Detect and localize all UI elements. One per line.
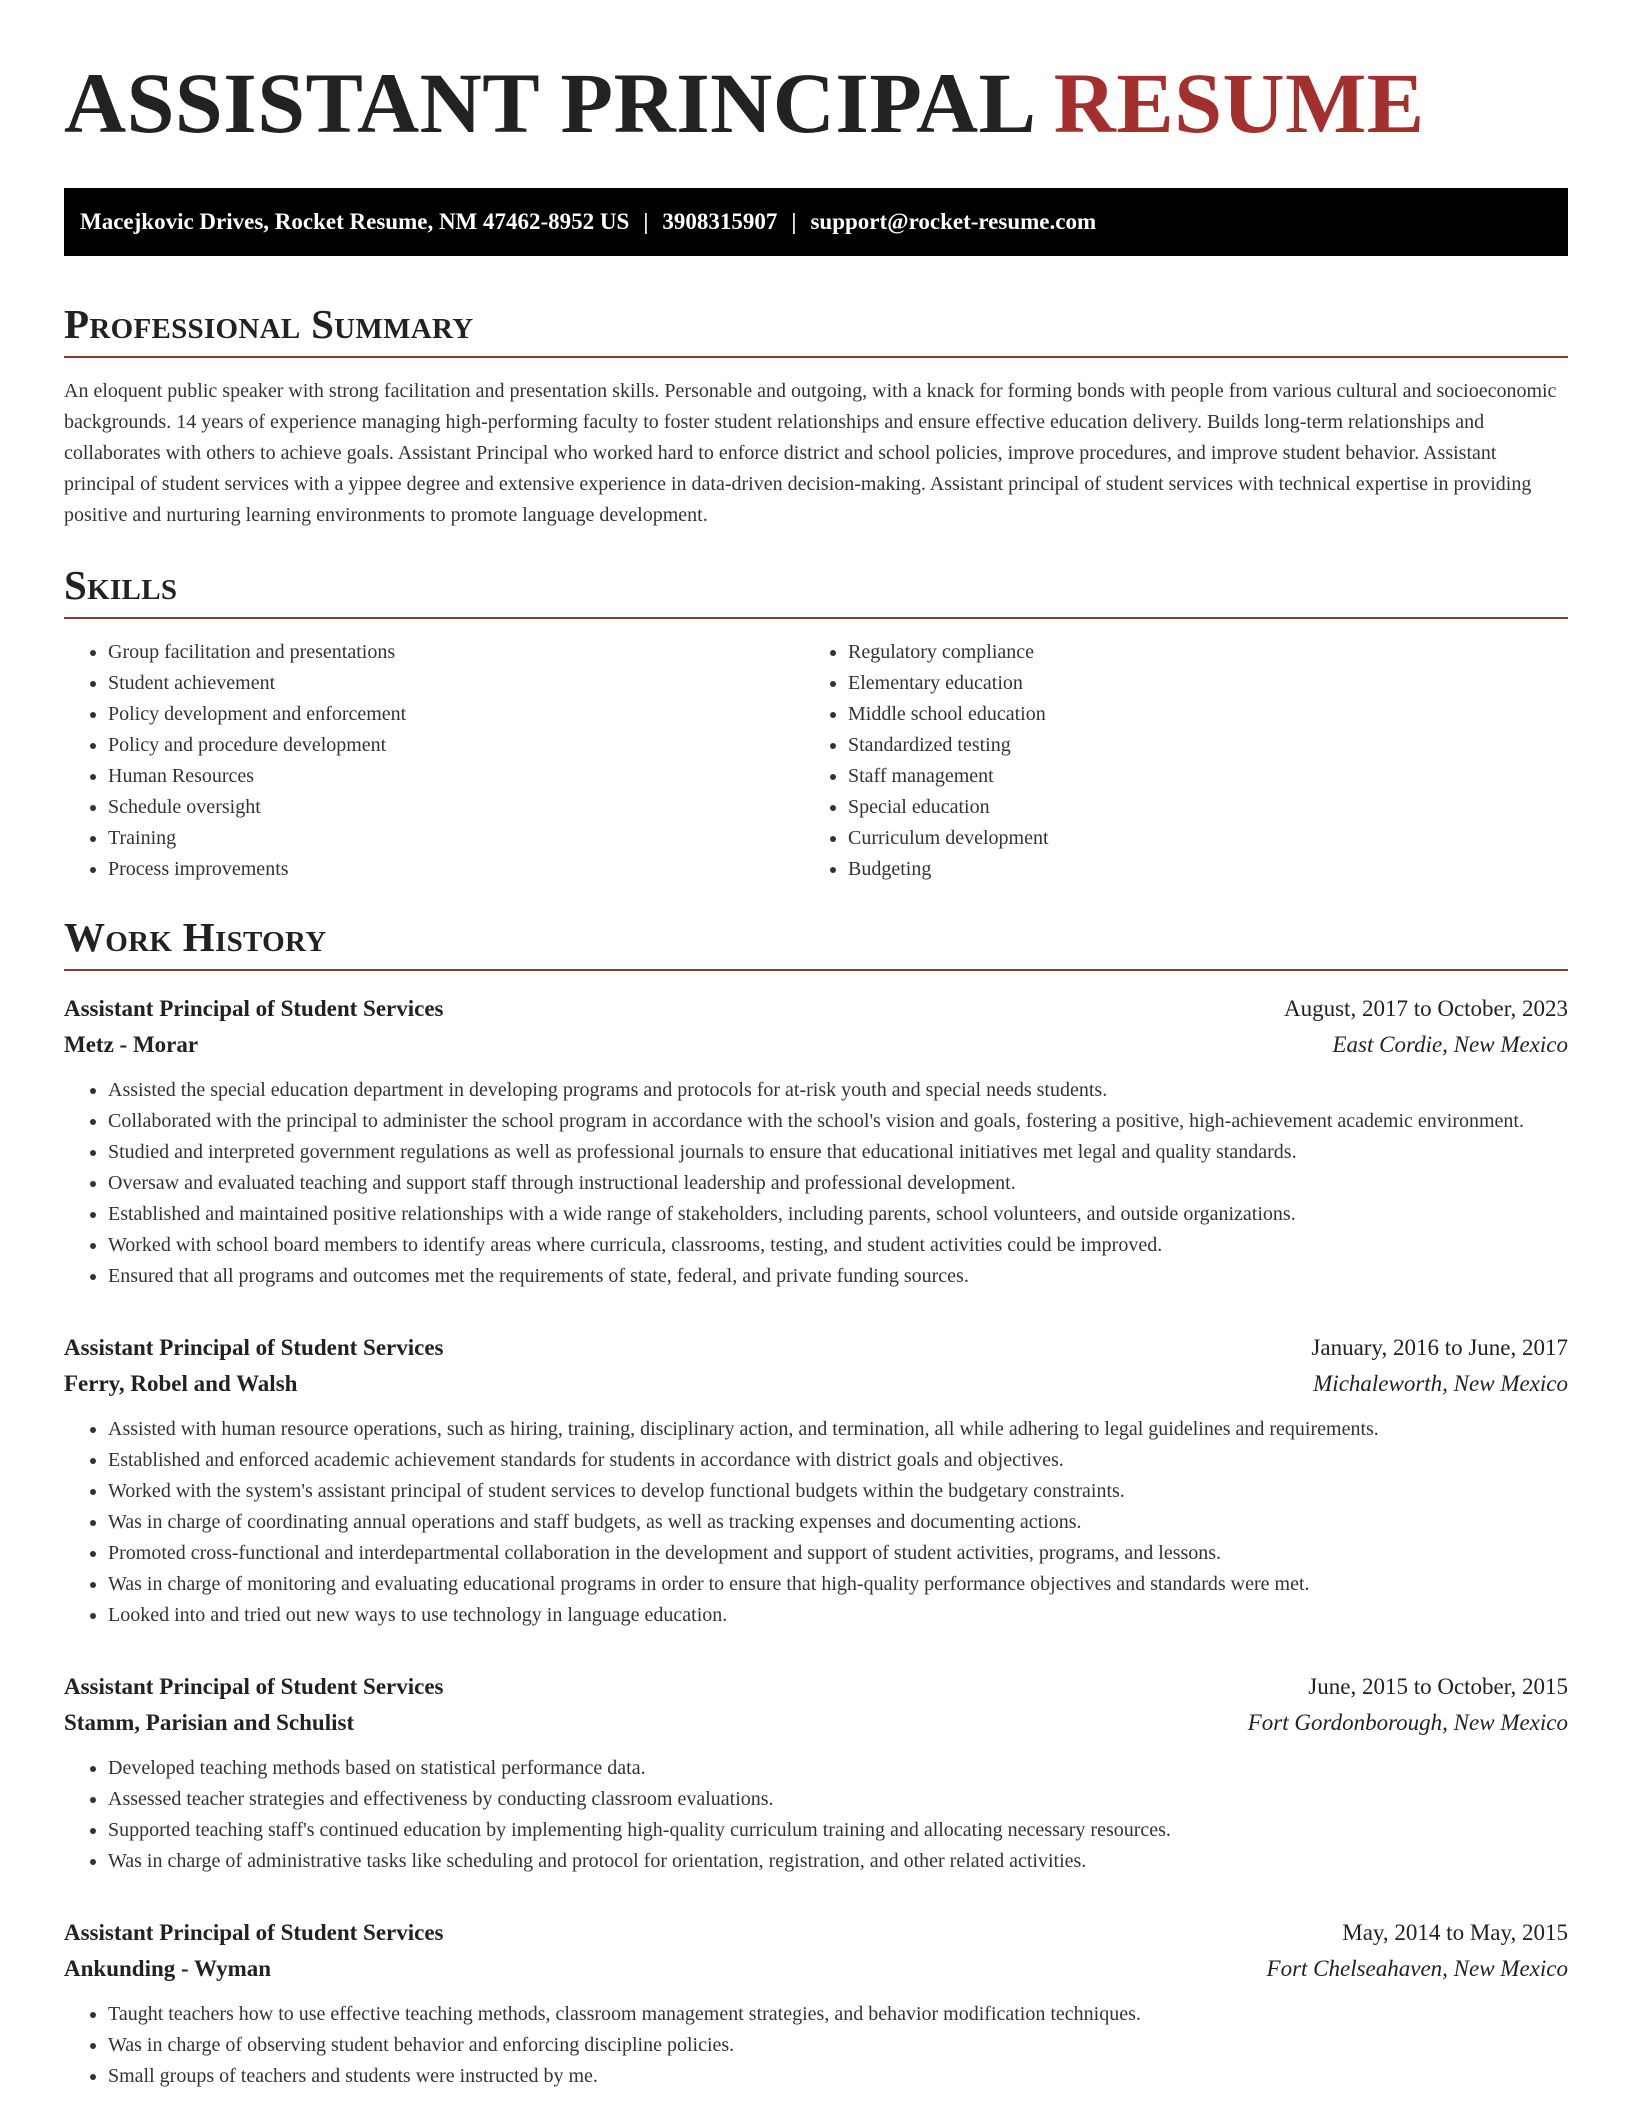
skill-item: • Regulatory compliance (848, 637, 1544, 668)
title-accent: RESUME (1053, 55, 1425, 151)
job-dates: June, 2015 to October, 2015 (1308, 1674, 1568, 1699)
skills-list-right (804, 637, 1544, 885)
title-main: ASSISTANT PRINCIPAL (64, 55, 1032, 151)
job-header-row (64, 1669, 1568, 1705)
job-dates: August, 2017 to October, 2023 (1284, 996, 1568, 1021)
job-company-row (64, 1027, 1568, 1063)
contact-address: Macejkovic Drives, Rocket Resume, NM 47462-8952 US (80, 209, 630, 234)
summary-heading: Professional Summary (64, 300, 1568, 358)
summary-section (64, 300, 1568, 531)
job-duty-item: • Taught teachers how to use effective teaching methods, classroom management strategies, and behavior modification techniques. (108, 1999, 1568, 2030)
job-duty-item: • Assisted with human resource operations, such as hiring, training, disciplinary action, and termination, all while adhering to legal guidelines and requirements. (108, 1414, 1568, 1445)
job-duties-list (64, 1414, 1568, 1631)
skill-item: • Staff management (848, 761, 1544, 792)
job-duty-item: • Promoted cross-functional and interdepartmental collaboration in the development and support of student activities, programs, and lessons. (108, 1538, 1568, 1569)
skill-item: • Standardized testing (848, 730, 1544, 761)
job-duty-item: • Studied and interpreted government regulations as well as professional journals to ensure that educational initiatives met legal and quality standards. (108, 1137, 1568, 1168)
summary-text: An eloquent public speaker with strong facilitation and presentation skills. Personable and outgoing, with a knack for forming bonds with people from various cultural and socioeconomic backgrounds. 14 years of experience managing high-performing faculty to foster student relationships and ensure effective education delivery. Builds long-term relationships and collaborates with others to achieve goals. Assistant Principal who worked hard to enforce district and school policies, improve procedures, and improve student behavior. Assistant principal of student services with a yippee degree and extensive experience in data-driven decision-making. Assistant principal of student services with technical expertise in providing positive and nurturing learning environments to promote language development. (64, 380, 1557, 526)
contact-bar (64, 188, 1568, 256)
skill-item: • Policy development and enforcement (108, 699, 804, 730)
job-duty-item: • Was in charge of coordinating annual operations and staff budgets, as well as tracking expenses and documenting actions. (108, 1507, 1568, 1538)
job-company: Metz - Morar (64, 1032, 199, 1057)
job-duty-item: • Collaborated with the principal to administer the school program in accordance with the school's vision and goals, fostering a positive, high-achievement academic environment. (108, 1106, 1568, 1137)
contact-phone: 3908315907 (662, 209, 778, 234)
job-entry (64, 1330, 1568, 1631)
job-duty-item: • Established and maintained positive relationships with a wide range of stakeholders, including parents, school volunteers, and outside organizations. (108, 1199, 1568, 1230)
job-duty-item: • Supported teaching staff's continued education by implementing high-quality curriculum training and allocating necessary resources. (108, 1815, 1568, 1846)
skill-item: • Training (108, 823, 804, 854)
skills-list-left (64, 637, 804, 885)
skill-item: • Schedule oversight (108, 792, 804, 823)
skill-item: • Curriculum development (848, 823, 1544, 854)
job-entry (64, 991, 1568, 1292)
skill-item: • Policy and procedure development (108, 730, 804, 761)
job-duty-item: • Worked with school board members to identify areas where curricula, classrooms, testing, and student activities could be improved. (108, 1230, 1568, 1261)
job-duty-item: • Developed teaching methods based on statistical performance data. (108, 1753, 1568, 1784)
job-entry (64, 1669, 1568, 1877)
contact-separator: | (791, 209, 797, 234)
job-duty-item: • Assisted the special education department in developing programs and protocols for at-risk youth and special needs students. (108, 1075, 1568, 1106)
skill-item: • Middle school education (848, 699, 1544, 730)
job-duty-item: • Worked with the system's assistant principal of student services to develop functional budgets within the budgetary constraints. (108, 1476, 1568, 1507)
skills-columns (64, 637, 1568, 885)
job-title: Assistant Principal of Student Services (64, 1335, 444, 1360)
job-duty-item: • Ensured that all programs and outcomes met the requirements of state, federal, and private funding sources. (108, 1261, 1568, 1292)
work-history-heading: Work History (64, 913, 1568, 971)
contact-separator: | (643, 209, 649, 234)
resume-title (64, 55, 1568, 151)
job-list (64, 991, 1568, 2092)
job-duty-item: • Small groups of teachers and students were instructed by me. (108, 2061, 1568, 2092)
job-entry (64, 1915, 1568, 2092)
contact-email[interactable]: support@rocket-resume.com (810, 209, 1097, 234)
job-duty-item: • Was in charge of observing student behavior and enforcing discipline policies. (108, 2030, 1568, 2061)
job-duties-list (64, 1075, 1568, 1292)
job-company-row (64, 1705, 1568, 1741)
job-header-row (64, 1915, 1568, 1951)
job-location: Fort Gordonborough, New Mexico (1247, 1710, 1568, 1735)
skill-item: • Special education (848, 792, 1544, 823)
job-duties-list (64, 1753, 1568, 1877)
job-location: Michaleworth, New Mexico (1313, 1371, 1568, 1396)
job-header-row (64, 1330, 1568, 1366)
job-dates: May, 2014 to May, 2015 (1342, 1920, 1568, 1945)
skill-item: • Elementary education (848, 668, 1544, 699)
skill-item: • Human Resources (108, 761, 804, 792)
job-duty-item: • Assessed teacher strategies and effectiveness by conducting classroom evaluations. (108, 1784, 1568, 1815)
skills-heading: Skills (64, 561, 1568, 619)
job-duty-item: • Oversaw and evaluated teaching and support staff through instructional leadership and professional development. (108, 1168, 1568, 1199)
resume-page (64, 0, 1568, 2092)
job-title: Assistant Principal of Student Services (64, 1920, 444, 1945)
job-title: Assistant Principal of Student Services (64, 1674, 444, 1699)
skills-section (64, 561, 1568, 885)
skill-item: • Process improvements (108, 854, 804, 885)
job-duty-item: • Was in charge of administrative tasks like scheduling and protocol for orientation, registration, and other related activities. (108, 1846, 1568, 1877)
job-duties-list (64, 1999, 1568, 2092)
skill-item: • Group facilitation and presentations (108, 637, 804, 668)
job-location: Fort Chelseahaven, New Mexico (1266, 1956, 1568, 1981)
job-duty-item: • Was in charge of monitoring and evaluating educational programs in order to ensure that high-quality performance objectives and standards were met. (108, 1569, 1568, 1600)
job-company: Stamm, Parisian and Schulist (64, 1710, 355, 1735)
job-duty-item: • Looked into and tried out new ways to use technology in language education. (108, 1600, 1568, 1631)
job-company-row (64, 1366, 1568, 1402)
skill-item: • Student achievement (108, 668, 804, 699)
job-company: Ankunding - Wyman (64, 1956, 272, 1981)
job-location: East Cordie, New Mexico (1332, 1032, 1568, 1057)
job-duty-item: • Established and enforced academic achievement standards for students in accordance with district goals and objectives. (108, 1445, 1568, 1476)
job-title: Assistant Principal of Student Services (64, 996, 444, 1021)
job-company-row (64, 1951, 1568, 1987)
work-history-section (64, 913, 1568, 2092)
job-dates: January, 2016 to June, 2017 (1311, 1335, 1568, 1360)
job-header-row (64, 991, 1568, 1027)
job-company: Ferry, Robel and Walsh (64, 1371, 298, 1396)
skill-item: • Budgeting (848, 854, 1544, 885)
